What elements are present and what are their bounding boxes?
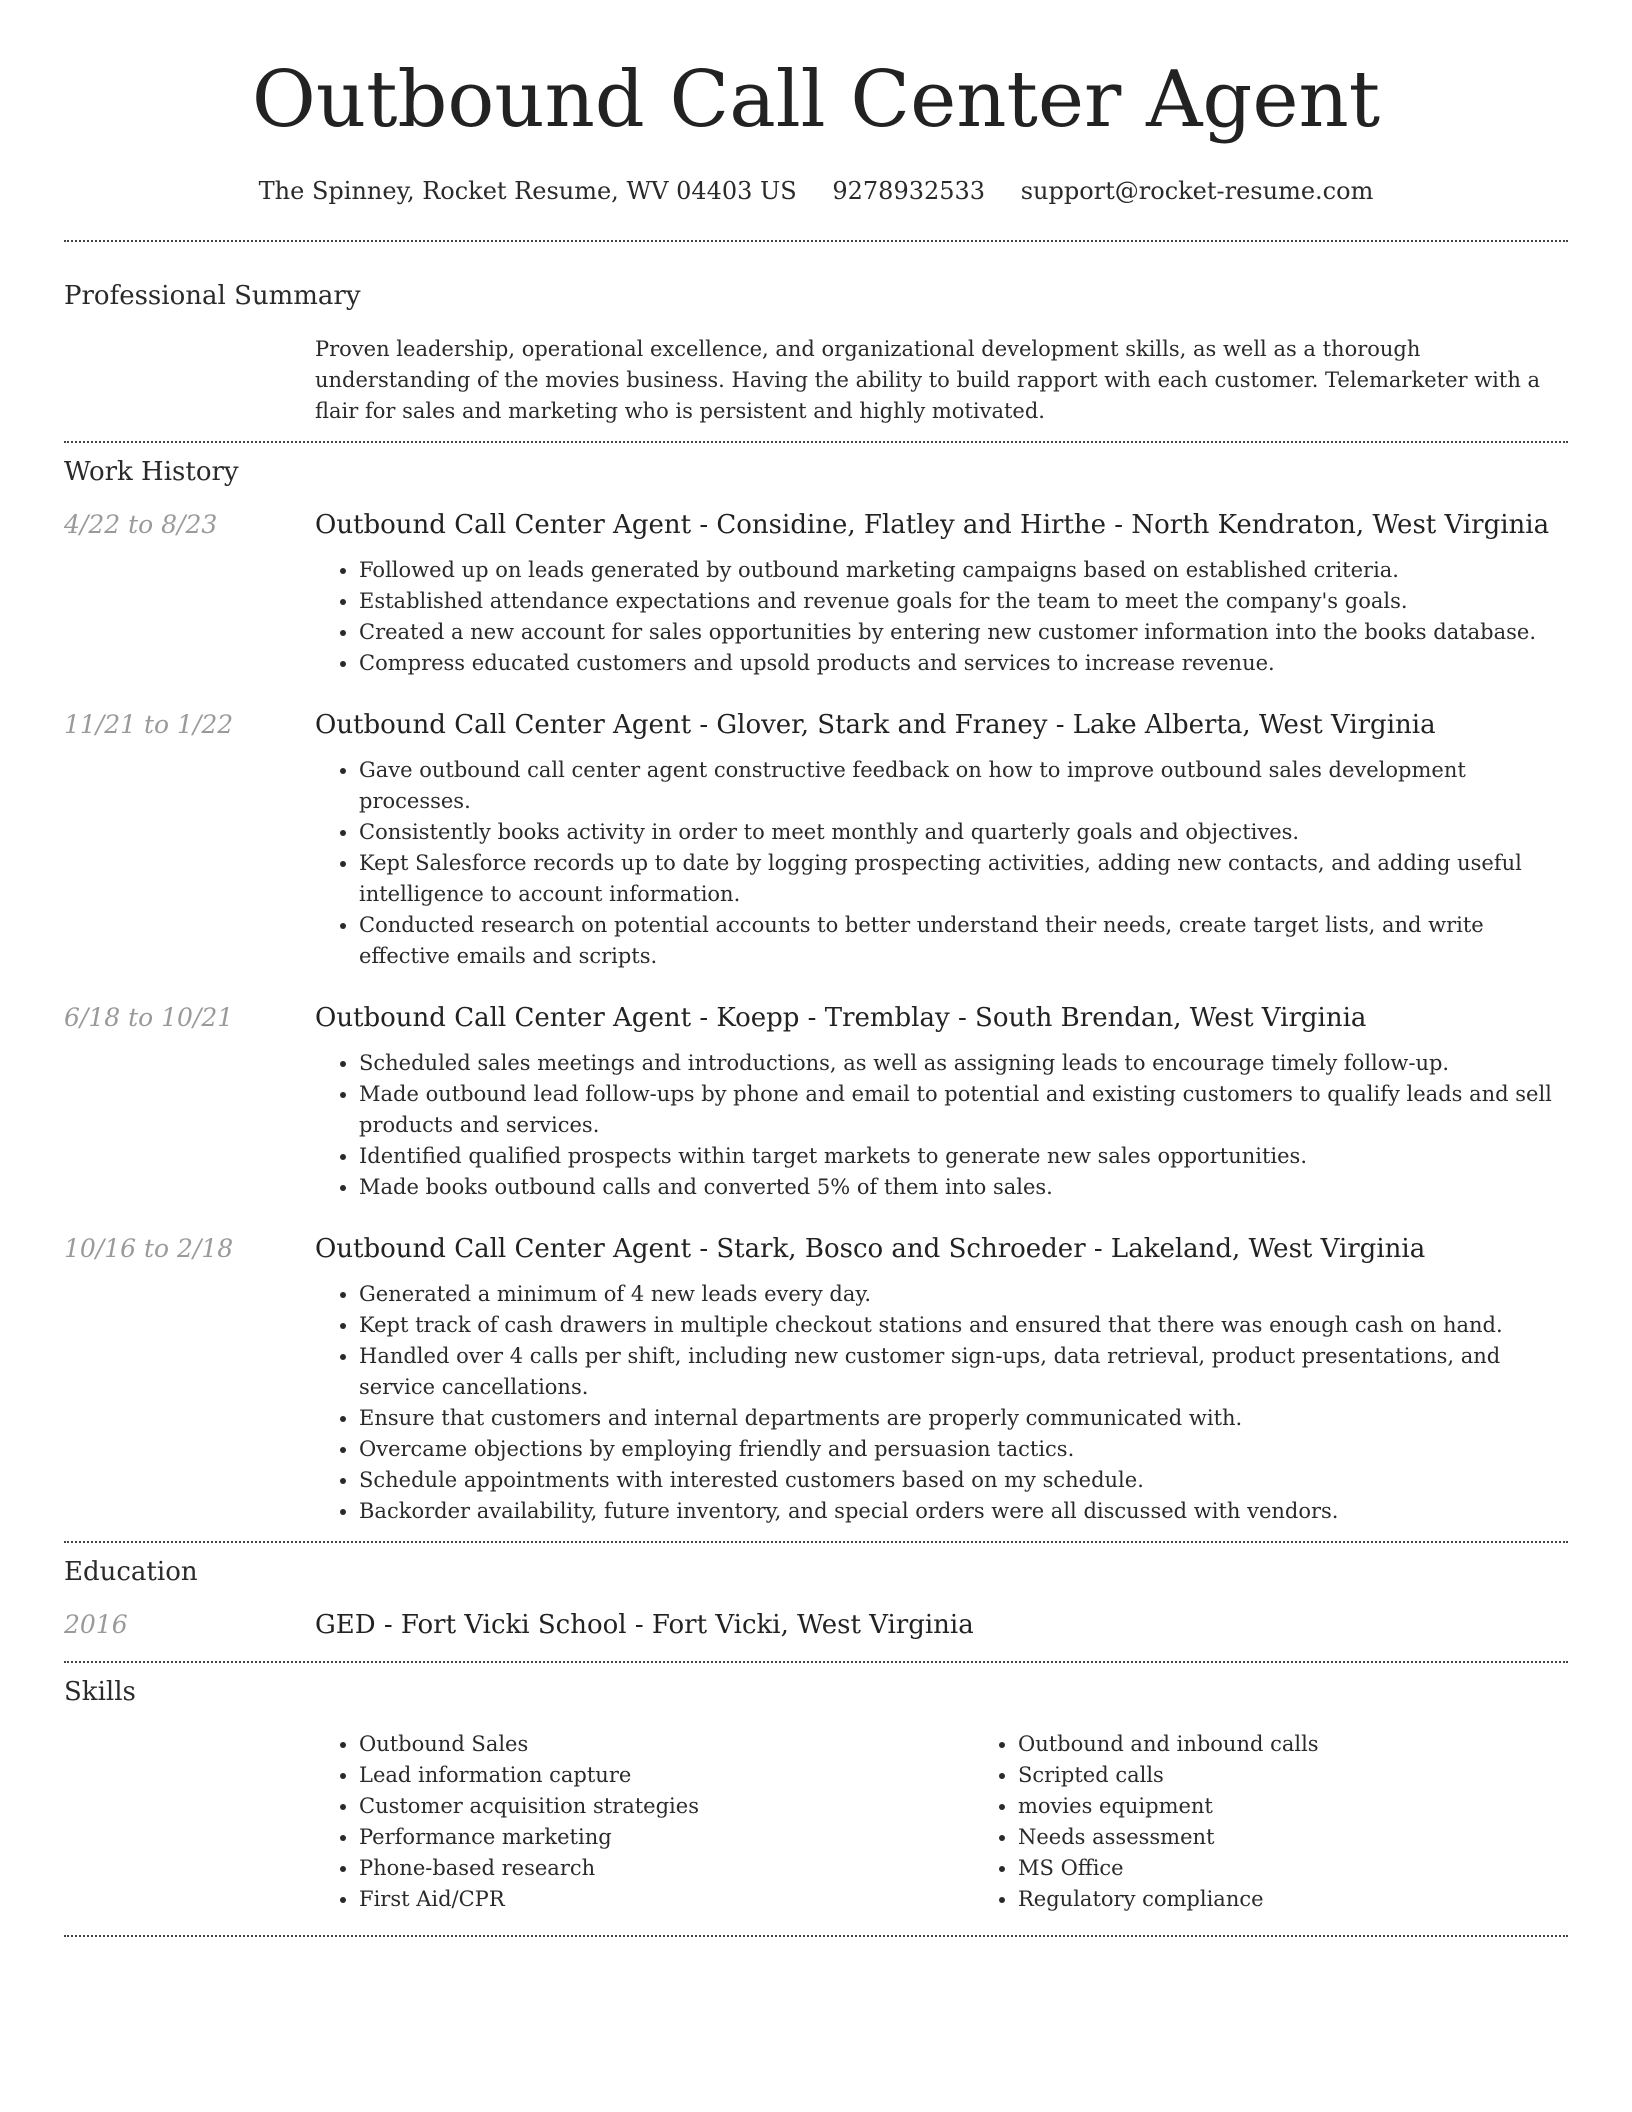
job-dates: 6/18 to 10/21	[64, 1003, 234, 1032]
education-heading: GED - Fort Vicki School - Fort Vicki, West Virginia	[315, 1610, 974, 1640]
skill-item: • Outbound and inbound calls	[1018, 1729, 1632, 1760]
skill-item: • Lead information capture	[359, 1760, 974, 1791]
skill-item: • Performance marketing	[359, 1822, 974, 1853]
job-heading: Outbound Call Center Agent - Glover, Stark and Franey - Lake Alberta, West Virginia	[315, 710, 1436, 740]
job-entry	[64, 707, 1568, 972]
skills-section	[64, 1675, 1568, 1915]
candidate-name: Outbound Call Center Agent	[251, 55, 1381, 145]
list-item: • Overcame objections by employing friendly and persuasion tactics.	[359, 1434, 1568, 1465]
work-history-section	[64, 455, 1568, 1527]
skills-list-right	[974, 1729, 1632, 1915]
list-item: • Kept Salesforce records up to date by logging prospecting activities, adding new contacts, and adding useful intelligence to account information.	[359, 848, 1568, 910]
header-divider	[64, 240, 1568, 242]
list-item: • Compress educated customers and upsold products and services to increase revenue.	[359, 648, 1568, 679]
list-item: • Kept track of cash drawers in multiple checkout stations and ensured that there was enough cash on hand.	[359, 1310, 1568, 1341]
education-dates: 2016	[64, 1610, 128, 1639]
job-bullets	[315, 555, 1568, 679]
work-history-title: Work History	[64, 457, 239, 487]
job-bullets	[315, 1279, 1568, 1527]
job-bullets	[315, 1048, 1568, 1203]
list-item: • Consistently books activity in order to meet monthly and quarterly goals and objectives.	[359, 817, 1568, 848]
list-item: • Handled over 4 calls per shift, including new customer sign-ups, data retrieval, product presentations, and service cancellations.	[359, 1341, 1568, 1403]
education-divider	[64, 1661, 1568, 1663]
education-entry	[64, 1607, 1568, 1643]
job-entry	[64, 1000, 1568, 1203]
job-dates: 4/22 to 8/23	[64, 510, 218, 539]
list-item: • Gave outbound call center agent constructive feedback on how to improve outbound sales development processes.	[359, 755, 1568, 817]
skills-divider	[64, 1935, 1568, 1937]
skills-list-left	[315, 1729, 974, 1915]
email: support@rocket-resume.com	[1020, 177, 1374, 205]
skill-item: • movies equipment	[1018, 1791, 1632, 1822]
phone: 9278932533	[832, 177, 986, 205]
skill-item: • First Aid/CPR	[359, 1884, 974, 1915]
summary-text: Proven leadership, operational excellence, and organizational development skills, as well as a thorough understanding of the movies business. Having the ability to build rapport with each customer. Telemarketer with a flair for sales and marketing who is persistent and highly motivated.	[315, 337, 1541, 423]
job-dates: 11/21 to 1/22	[64, 710, 234, 739]
skill-item: • Customer acquisition strategies	[359, 1791, 974, 1822]
list-item: • Conducted research on potential accounts to better understand their needs, create target lists, and write effective emails and scripts.	[359, 910, 1568, 972]
work-divider	[64, 1541, 1568, 1543]
list-item: • Generated a minimum of 4 new leads every day.	[359, 1279, 1568, 1310]
job-entry	[64, 1231, 1568, 1527]
list-item: • Scheduled sales meetings and introductions, as well as assigning leads to encourage timely follow-up.	[359, 1048, 1568, 1079]
list-item: • Followed up on leads generated by outbound marketing campaigns based on established criteria.	[359, 555, 1568, 586]
list-item: • Made books outbound calls and converted 5% of them into sales.	[359, 1172, 1568, 1203]
education-section	[64, 1555, 1568, 1643]
summary-section	[64, 280, 1568, 427]
skill-item: • Phone-based research	[359, 1853, 974, 1884]
list-item: • Backorder availability, future inventory, and special orders were all discussed with vendors.	[359, 1496, 1568, 1527]
job-dates: 10/16 to 2/18	[64, 1234, 234, 1263]
summary-title: Professional Summary	[64, 281, 361, 311]
skill-item: • Outbound Sales	[359, 1729, 974, 1760]
summary-divider	[64, 441, 1568, 443]
skills-columns	[315, 1729, 1632, 1915]
skill-item: • MS Office	[1018, 1853, 1632, 1884]
address: The Spinney, Rocket Resume, WV 04403 US	[258, 177, 797, 205]
job-entry	[64, 507, 1568, 679]
list-item: • Identified qualified prospects within target markets to generate new sales opportunities.	[359, 1141, 1568, 1172]
job-heading: Outbound Call Center Agent - Koepp - Tremblay - South Brendan, West Virginia	[315, 1003, 1367, 1033]
list-item: • Schedule appointments with interested customers based on my schedule.	[359, 1465, 1568, 1496]
education-title: Education	[64, 1557, 198, 1587]
skill-item: • Scripted calls	[1018, 1760, 1632, 1791]
list-item: • Established attendance expectations and revenue goals for the team to meet the company's goals.	[359, 586, 1568, 617]
list-item: • Created a new account for sales opportunities by entering new customer information into the books database.	[359, 617, 1568, 648]
skill-item: • Regulatory compliance	[1018, 1884, 1632, 1915]
list-item: • Ensure that customers and internal departments are properly communicated with.	[359, 1403, 1568, 1434]
job-heading: Outbound Call Center Agent - Considine, Flatley and Hirthe - North Kendraton, West Virginia	[315, 510, 1550, 540]
job-bullets	[315, 755, 1568, 972]
job-heading: Outbound Call Center Agent - Stark, Bosco and Schroeder - Lakeland, West Virginia	[315, 1234, 1426, 1264]
skill-item: • Needs assessment	[1018, 1822, 1632, 1853]
skills-title: Skills	[64, 1677, 136, 1707]
contact-line	[64, 174, 1568, 208]
list-item: • Made outbound lead follow-ups by phone and email to potential and existing customers to qualify leads and sell products and services.	[359, 1079, 1568, 1141]
